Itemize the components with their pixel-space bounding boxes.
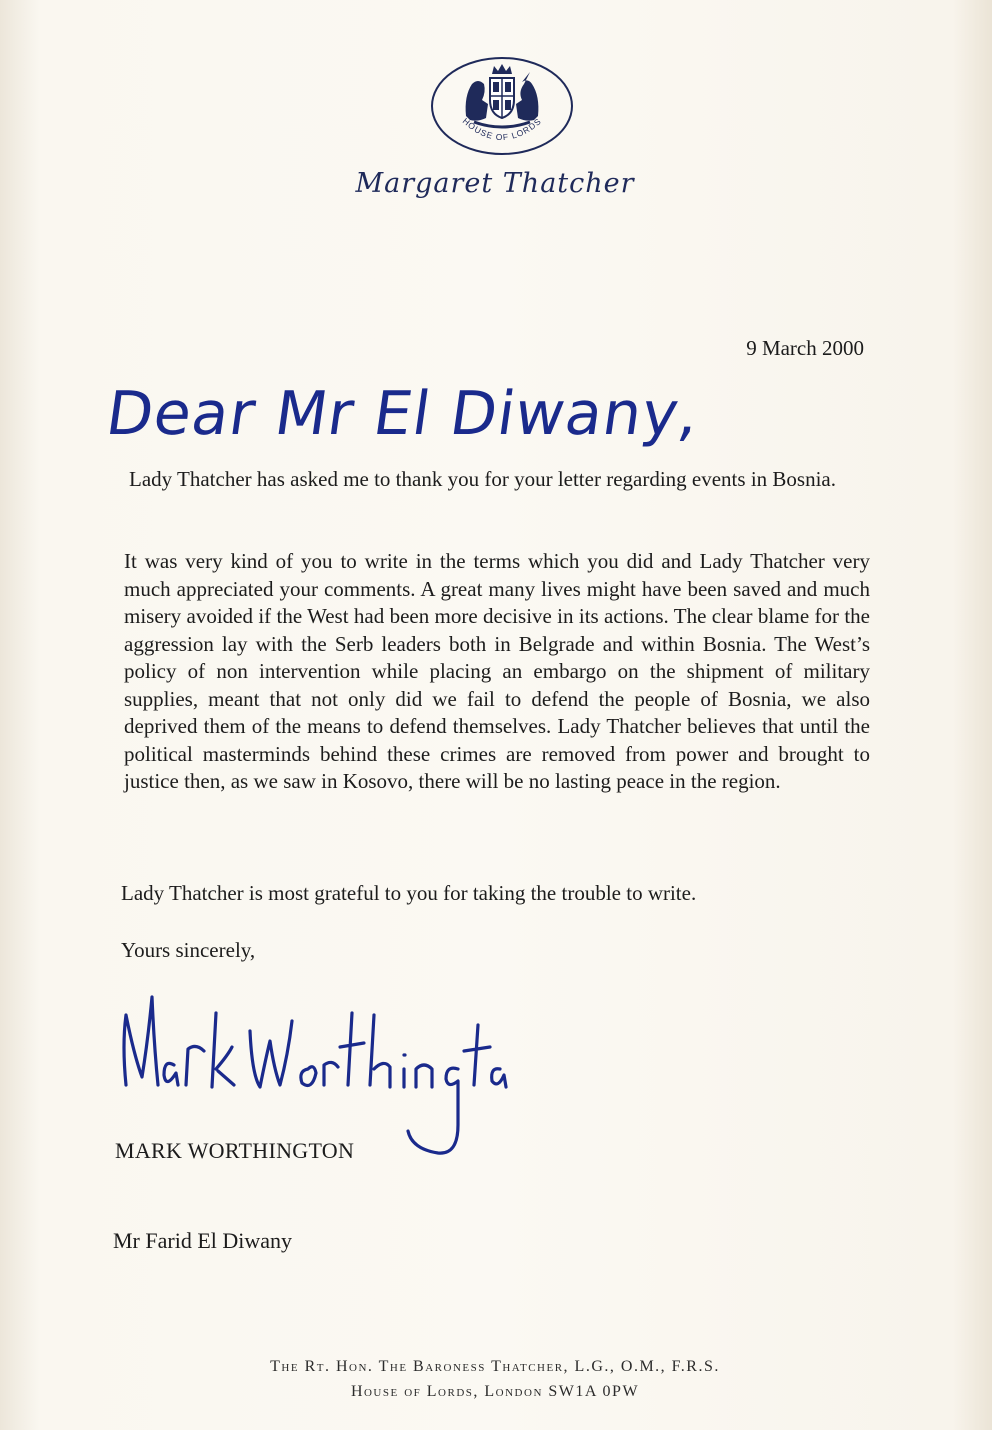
- paragraph-3: Lady Thatcher is most grateful to you for taking the trouble to write.: [121, 881, 697, 905]
- letterhead-name: Margaret Thatcher: [355, 168, 635, 199]
- crest-caption: HOUSE OF LORDS: [460, 115, 544, 143]
- paragraph-2: It was very kind of you to write in the terms which you did and Lady Thatcher very much appreciated your comments. A great many lives might have been saved and much misery avoided if the West had been more decisive in its actions. The clear blame for the aggression lay with the Serb leaders both in Belgrade and within Bosnia. The West’s policy of non intervention while placing an embargo on the shipment of military supplies, meant that not only did we fail to defend the people of Bosnia, we also deprived them of the means to defend themselves. Lady Thatcher believes that until the political masterminds behind these crimes are removed from power and brought to justice then, as we saw in Kosovo, there will be no lasting peace in the region.: [124, 549, 870, 793]
- footer-line-1: The Rt. Hon. The Baroness Thatcher, L.G., O.M., F.R.S.: [270, 1358, 720, 1375]
- paragraph-1: Lady Thatcher has asked me to thank you for your letter regarding events in Bosnia.: [129, 467, 836, 491]
- footer-line-2: House of Lords, London SW1A 0PW: [350, 1383, 640, 1400]
- closing: Yours sincerely,: [121, 938, 256, 962]
- salutation-text: Dear Mr El Diwany,: [102, 379, 704, 449]
- letter-date: 9 March 2000: [746, 336, 864, 360]
- royal-crest-icon: [430, 56, 574, 156]
- recipient-name: Mr Farid El Diwany: [113, 1228, 293, 1253]
- handwritten-salutation: [102, 350, 704, 460]
- letter-footer: [150, 1354, 840, 1404]
- signer-name: MARK WORTHINGTON: [115, 1138, 355, 1163]
